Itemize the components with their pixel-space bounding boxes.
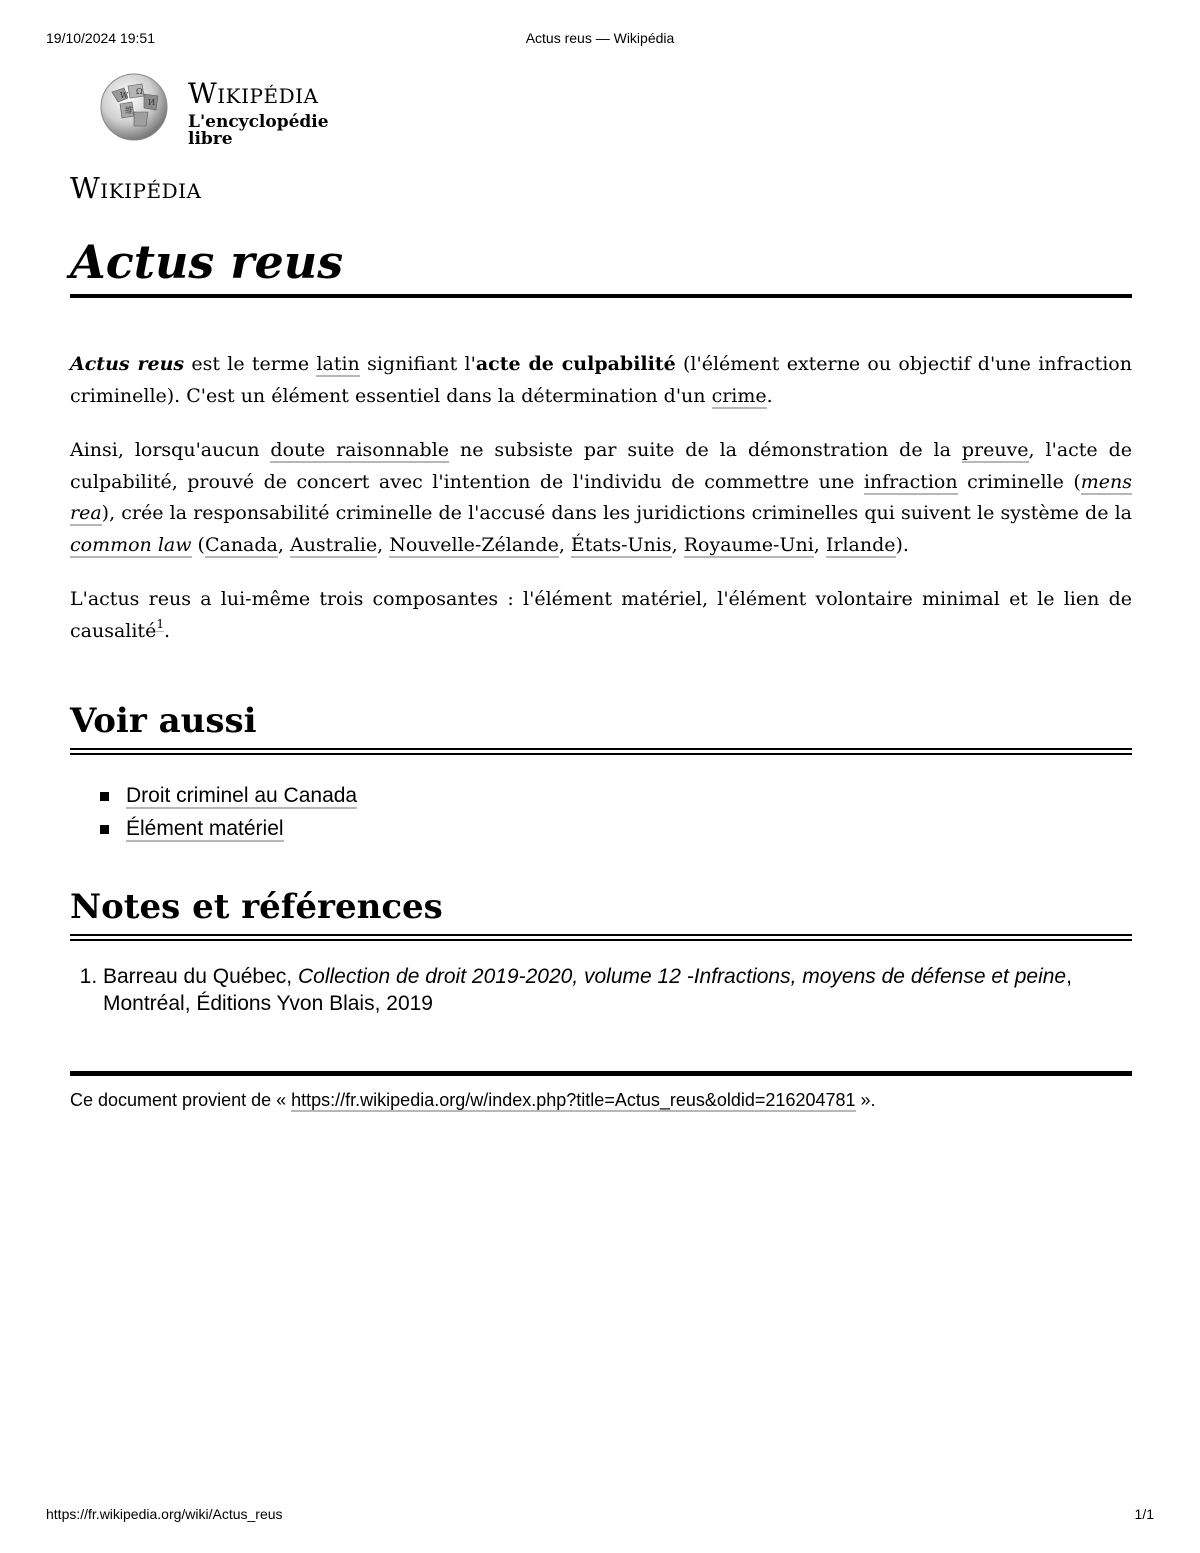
- text: ne subsiste par suite de la démonstration de la: [449, 439, 962, 461]
- article-content: [70, 232, 1132, 1017]
- bullet-icon: [100, 825, 109, 834]
- text: est le terme: [184, 353, 317, 375]
- link-etats-unis[interactable]: États-Unis: [570, 533, 672, 556]
- source-notice: [70, 1088, 1132, 1112]
- text: L'actus reus a lui-même trois composantes : l'élément matériel, l'élément volontaire minimal et le lien de causalité: [70, 588, 1132, 642]
- link-irlande[interactable]: Irlande: [825, 533, 896, 556]
- wikipedia-globe-icon: [98, 72, 172, 142]
- text: (: [191, 533, 205, 556]
- link-crime[interactable]: crime: [711, 384, 767, 407]
- ref-title: Collection de droit 2019-2020, volume 12 -Infractions, moyens de défense et peine: [297, 965, 1067, 988]
- see-also-list: [70, 779, 1132, 845]
- source-link[interactable]: https://fr.wikipedia.org/w/index.php?title=Actus_reus&oldid=216204781: [291, 1090, 856, 1110]
- references-list: [70, 963, 1132, 1017]
- link-australie[interactable]: Australie: [289, 533, 378, 556]
- notes-heading: Notes et références: [70, 883, 1132, 941]
- reference-item: [103, 963, 1132, 1017]
- link-common-law[interactable]: common law: [70, 533, 192, 556]
- link-doute-raisonnable[interactable]: doute raisonnable: [270, 439, 450, 461]
- see-also-heading: Voir aussi: [70, 697, 1132, 755]
- text: ,: [813, 533, 826, 556]
- text: ), crée la responsabilité criminelle de l'accusé dans les juridictions criminelles qui suivent le système de la: [101, 502, 1132, 524]
- link-infraction[interactable]: infraction: [863, 470, 958, 493]
- bold-term: acte de culpabilité: [475, 353, 676, 375]
- link-latin[interactable]: latin: [316, 353, 360, 375]
- print-title: Actus reus — Wikipédia: [525, 30, 675, 46]
- print-header: [46, 30, 1154, 50]
- link-canada[interactable]: Canada: [204, 533, 278, 556]
- text: ,: [671, 533, 684, 556]
- site-name: Wikipédia: [70, 171, 202, 205]
- text: ,: [377, 533, 390, 556]
- text: ,: [558, 533, 571, 556]
- link-mens-rea[interactable]: mens rea: [70, 470, 1133, 524]
- wikipedia-logo[interactable]: [98, 72, 378, 149]
- print-url: https://fr.wikipedia.org/wiki/Actus_reus: [46, 1506, 283, 1522]
- page-title: Actus reus: [70, 232, 1132, 298]
- text: Ce document provient de «: [70, 1090, 292, 1110]
- svg-text:Ω: Ω: [136, 87, 143, 96]
- svg-text:И: И: [148, 98, 155, 107]
- logo-wordmark: Wikipédia: [188, 77, 319, 110]
- text: .: [163, 619, 171, 642]
- link-royaume-uni[interactable]: Royaume-Uni: [683, 533, 814, 556]
- text: criminelle (: [957, 470, 1081, 493]
- page-number: 1/1: [1134, 1506, 1154, 1522]
- text: Ainsi, lorsqu'aucun: [70, 439, 271, 461]
- link-nouvelle-zelande[interactable]: Nouvelle-Zélande: [389, 533, 559, 556]
- ref-publisher: , Montréal, Éditions Yvon Blais, 2019: [103, 965, 1072, 1015]
- bullet-icon: [100, 792, 109, 801]
- text: .: [766, 384, 773, 407]
- link-droit-criminel-canada[interactable]: Droit criminel au Canada: [126, 784, 358, 807]
- text: ).: [895, 533, 909, 556]
- body-paragraph-2: [70, 435, 1132, 561]
- text: ».: [855, 1090, 876, 1110]
- text: (l'élément externe ou objectif d'une infraction criminelle). C'est un élément essentiel dans la détermination d'un: [70, 353, 1132, 407]
- reference-link-1[interactable]: 1: [156, 616, 164, 631]
- print-footer: [46, 1506, 1154, 1526]
- logo-tagline: L'encyclopédie libre: [188, 112, 329, 149]
- svg-text:W: W: [120, 91, 129, 100]
- text: signifiant l': [359, 353, 476, 375]
- link-element-materiel[interactable]: Élément matériel: [126, 817, 284, 840]
- footer-divider: [70, 1071, 1132, 1076]
- text: , l'acte de culpabilité, prouvé de concert avec l'intention de l'individu de commettre une: [70, 439, 1132, 493]
- intro-term: Actus reus: [70, 353, 185, 375]
- intro-paragraph: [70, 349, 1132, 412]
- ref-author: Barreau du Québec,: [103, 965, 298, 988]
- print-date: 19/10/2024 19:51: [46, 30, 155, 46]
- text: ,: [277, 533, 290, 556]
- svg-text:維: 維: [125, 106, 133, 115]
- body-paragraph-3: [70, 584, 1132, 647]
- link-preuve[interactable]: preuve: [961, 439, 1029, 461]
- list-item: [100, 812, 1132, 845]
- list-item: [100, 779, 1132, 812]
